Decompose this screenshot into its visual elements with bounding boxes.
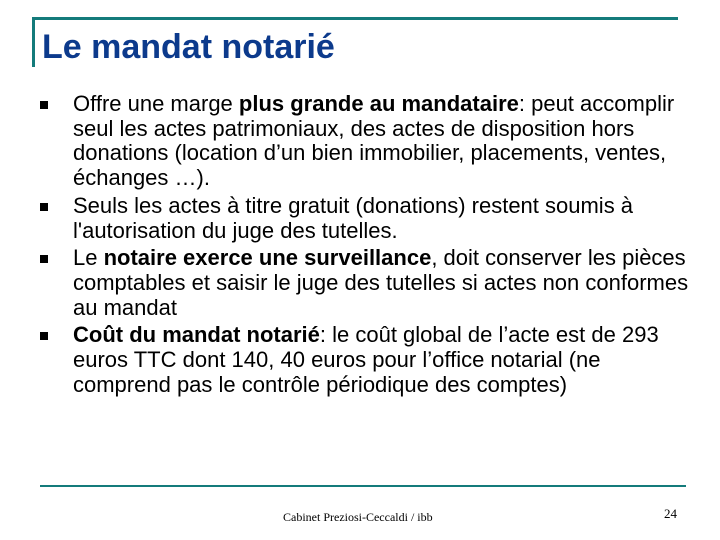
bullet-text-bold-part: Coût du mandat notarié xyxy=(73,322,320,348)
bullet-text xyxy=(73,322,659,396)
title-frame-left-rule xyxy=(32,17,35,67)
bullet-item-3 xyxy=(40,246,690,320)
footer-rule xyxy=(40,485,686,487)
bullet-text-part: : le coût global de l’acte est de 293 euros TTC dont 140, 40 euros pour l’office notarial (ne comprend pas le contrôle périodique des comptes) xyxy=(73,322,659,397)
slide-title: Le mandat notarié xyxy=(42,28,335,66)
bullet-text-part: : peut accomplir seul les actes patrimoniaux, des actes de disposition hors donations (location d’un bien immobilier, placements, ventes, échanges …). xyxy=(73,91,675,191)
bullet-text-bold-part: plus grande au mandataire xyxy=(238,91,519,116)
bullet-item-1 xyxy=(40,92,690,191)
bullet-text xyxy=(73,91,674,190)
square-bullet-icon xyxy=(40,255,48,263)
footer-text: Cabinet Preziosi-Ceccaldi / ibb xyxy=(283,510,433,524)
bullet-text-part: Seuls les actes à titre gratuit (donations) restent soumis à l'autorisation du juge des tutelles. xyxy=(73,192,634,243)
square-bullet-icon xyxy=(40,101,48,109)
bullet-list xyxy=(40,92,690,400)
bullet-text-part: Le xyxy=(73,245,104,271)
bullet-text-bold-part: notaire exerce une surveillance xyxy=(103,245,432,271)
square-bullet-icon xyxy=(40,332,48,340)
bullet-text xyxy=(73,245,688,319)
square-bullet-icon xyxy=(40,203,48,211)
page-number: 24 xyxy=(664,506,677,521)
bullet-item-2 xyxy=(40,194,690,243)
title-frame-top-rule xyxy=(32,17,678,20)
bullet-text-part: Offre une marge xyxy=(73,91,239,116)
bullet-text-part: , doit conserver les pièces comptables et saisir le juge des tutelles si actes non conformes au mandat xyxy=(73,245,689,320)
bullet-text xyxy=(73,193,633,243)
bullet-item-4 xyxy=(40,323,690,397)
